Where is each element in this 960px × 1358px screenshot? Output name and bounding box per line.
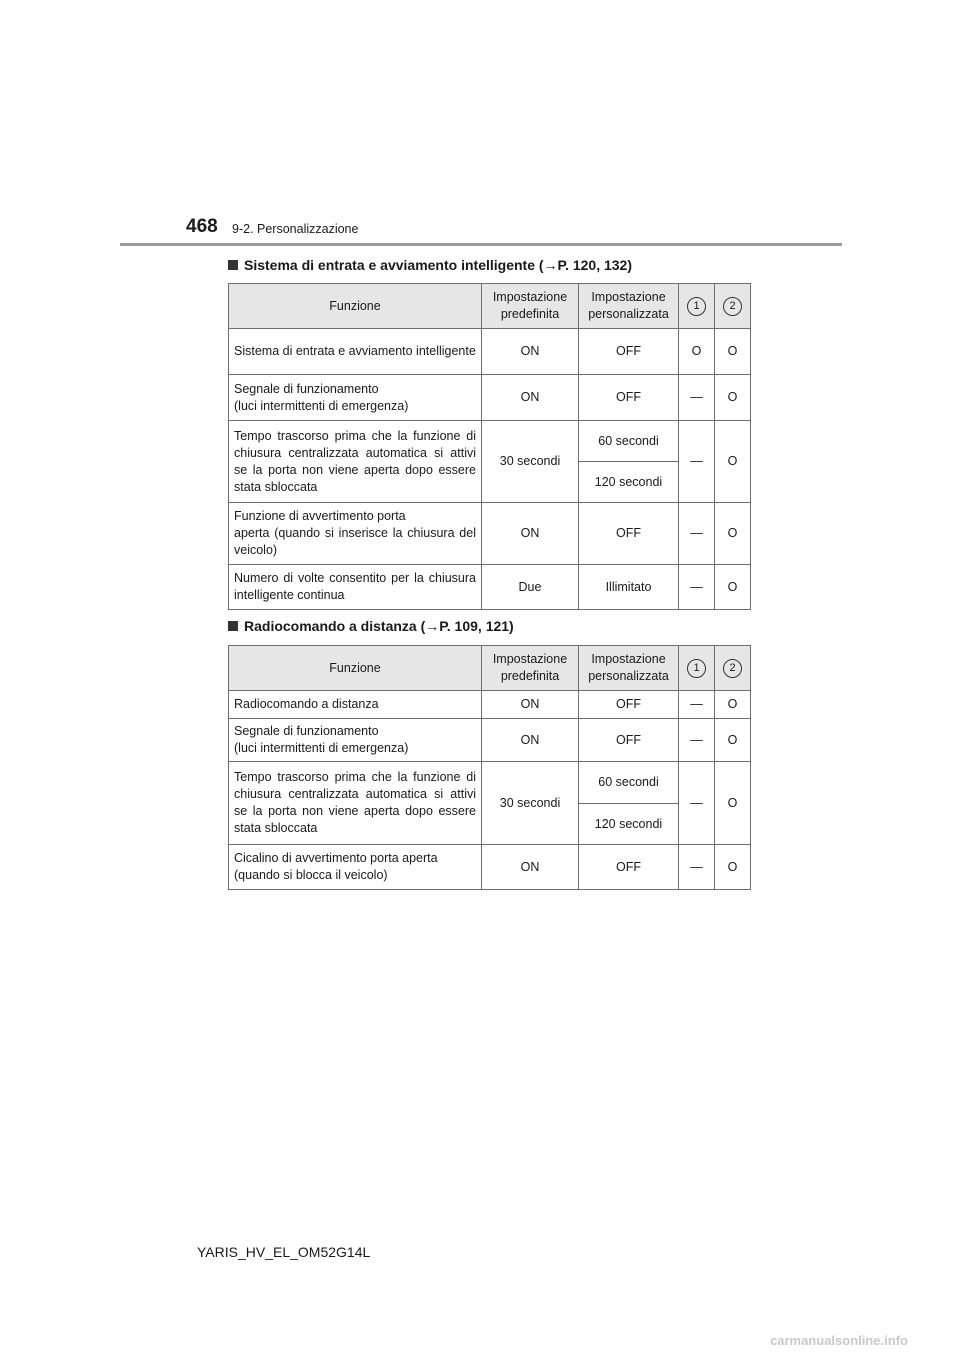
cell-default: ON [482,329,579,375]
circled-2-icon: 2 [723,659,742,678]
cell-function: Radiocomando a distanza [229,691,482,719]
cell-custom: OFF [579,691,679,719]
cell-col2: O [715,691,751,719]
table-row [229,845,751,890]
settings-table-remote-control [228,645,751,890]
table-row [229,375,751,421]
cell-col2: O [715,719,751,762]
cell-function: Segnale di funzionamento (luci intermittenti di emergenza) [229,375,482,421]
cell-custom: 120 secondi [579,804,679,845]
header-col2 [715,646,751,691]
circled-1-icon: 1 [687,297,706,316]
cell-col1: — [679,375,715,421]
section-reference: 9-2. Personalizzazione [232,222,359,236]
circled-2-icon: 2 [723,297,742,316]
cell-custom: 60 secondi [579,762,679,804]
cell-function: Cicalino di avvertimento porta aperta (quando si blocca il veicolo) [229,845,482,890]
header-col1 [679,284,715,329]
site-watermark: carmanualsonline.info [770,1333,908,1348]
cell-col1: — [679,845,715,890]
header-col2 [715,284,751,329]
cell-custom: OFF [579,329,679,375]
cell-custom: OFF [579,845,679,890]
cell-col2: O [715,421,751,503]
cell-custom: 120 secondi [579,462,679,503]
cell-col1: O [679,329,715,375]
table-row [229,762,751,804]
cell-default: ON [482,375,579,421]
cell-col2: O [715,329,751,375]
header-default: Impostazione predefinita [482,646,579,691]
header-default: Impostazione predefinita [482,284,579,329]
table-row [229,329,751,375]
header-custom: Impostazione personalizzata [579,646,679,691]
section-title-text: Sistema di entrata e avviamento intelligente (→P. 120, 132) [244,257,633,273]
cell-custom: Illimitato [579,565,679,610]
cell-default: ON [482,691,579,719]
cell-col2: O [715,845,751,890]
cell-default: ON [482,503,579,565]
table-row [229,719,751,762]
circled-1-icon: 1 [687,659,706,678]
cell-col1: — [679,565,715,610]
cell-function: Funzione di avvertimento porta aperta (quando si inserisce la chiusura del veicolo) [229,503,482,565]
cell-function: Numero di volte consentito per la chiusura intelligente continua [229,565,482,610]
cell-col2: O [715,375,751,421]
cell-col1: — [679,421,715,503]
cell-function: Segnale di funzionamento (luci intermittenti di emergenza) [229,719,482,762]
page-number: 468 [186,216,218,237]
cell-col1: — [679,719,715,762]
header-col1 [679,646,715,691]
bullet-square-icon [228,260,238,270]
cell-custom: OFF [579,719,679,762]
cell-function: Sistema di entrata e avviamento intelligente [229,329,482,375]
table-row [229,421,751,462]
table-row [229,565,751,610]
cell-default: 30 secondi [482,421,579,503]
table-header-row [229,284,751,329]
settings-table-smart-entry [228,283,751,610]
header-function: Funzione [229,646,482,691]
cell-default: 30 secondi [482,762,579,845]
section-title-smart-entry [228,256,632,274]
table-header-row [229,646,751,691]
bullet-square-icon [228,621,238,631]
cell-col2: O [715,503,751,565]
cell-function: Tempo trascorso prima che la funzione di chiusura centralizzata automatica si attivi se la porta non viene aperta dopo essere stata sbloccata [229,762,482,845]
header-custom: Impostazione personalizzata [579,284,679,329]
cell-custom: 60 secondi [579,421,679,462]
cell-col1: — [679,691,715,719]
section-title-text: Radiocomando a distanza (→P. 109, 121) [244,618,514,634]
cell-default: ON [482,719,579,762]
section-title-remote-control [228,617,514,635]
cell-col2: O [715,565,751,610]
cell-col1: — [679,503,715,565]
table-row [229,691,751,719]
cell-col1: — [679,762,715,845]
header-function: Funzione [229,284,482,329]
model-code-footer: YARIS_HV_EL_OM52G14L [197,1244,371,1260]
cell-custom: OFF [579,503,679,565]
cell-default: ON [482,845,579,890]
cell-custom: OFF [579,375,679,421]
table-row [229,503,751,565]
cell-function: Tempo trascorso prima che la funzione di chiusura centralizzata automatica si attivi se la porta non viene aperta dopo essere stata sbloccata [229,421,482,503]
header-divider [120,243,842,246]
cell-col2: O [715,762,751,845]
cell-default: Due [482,565,579,610]
